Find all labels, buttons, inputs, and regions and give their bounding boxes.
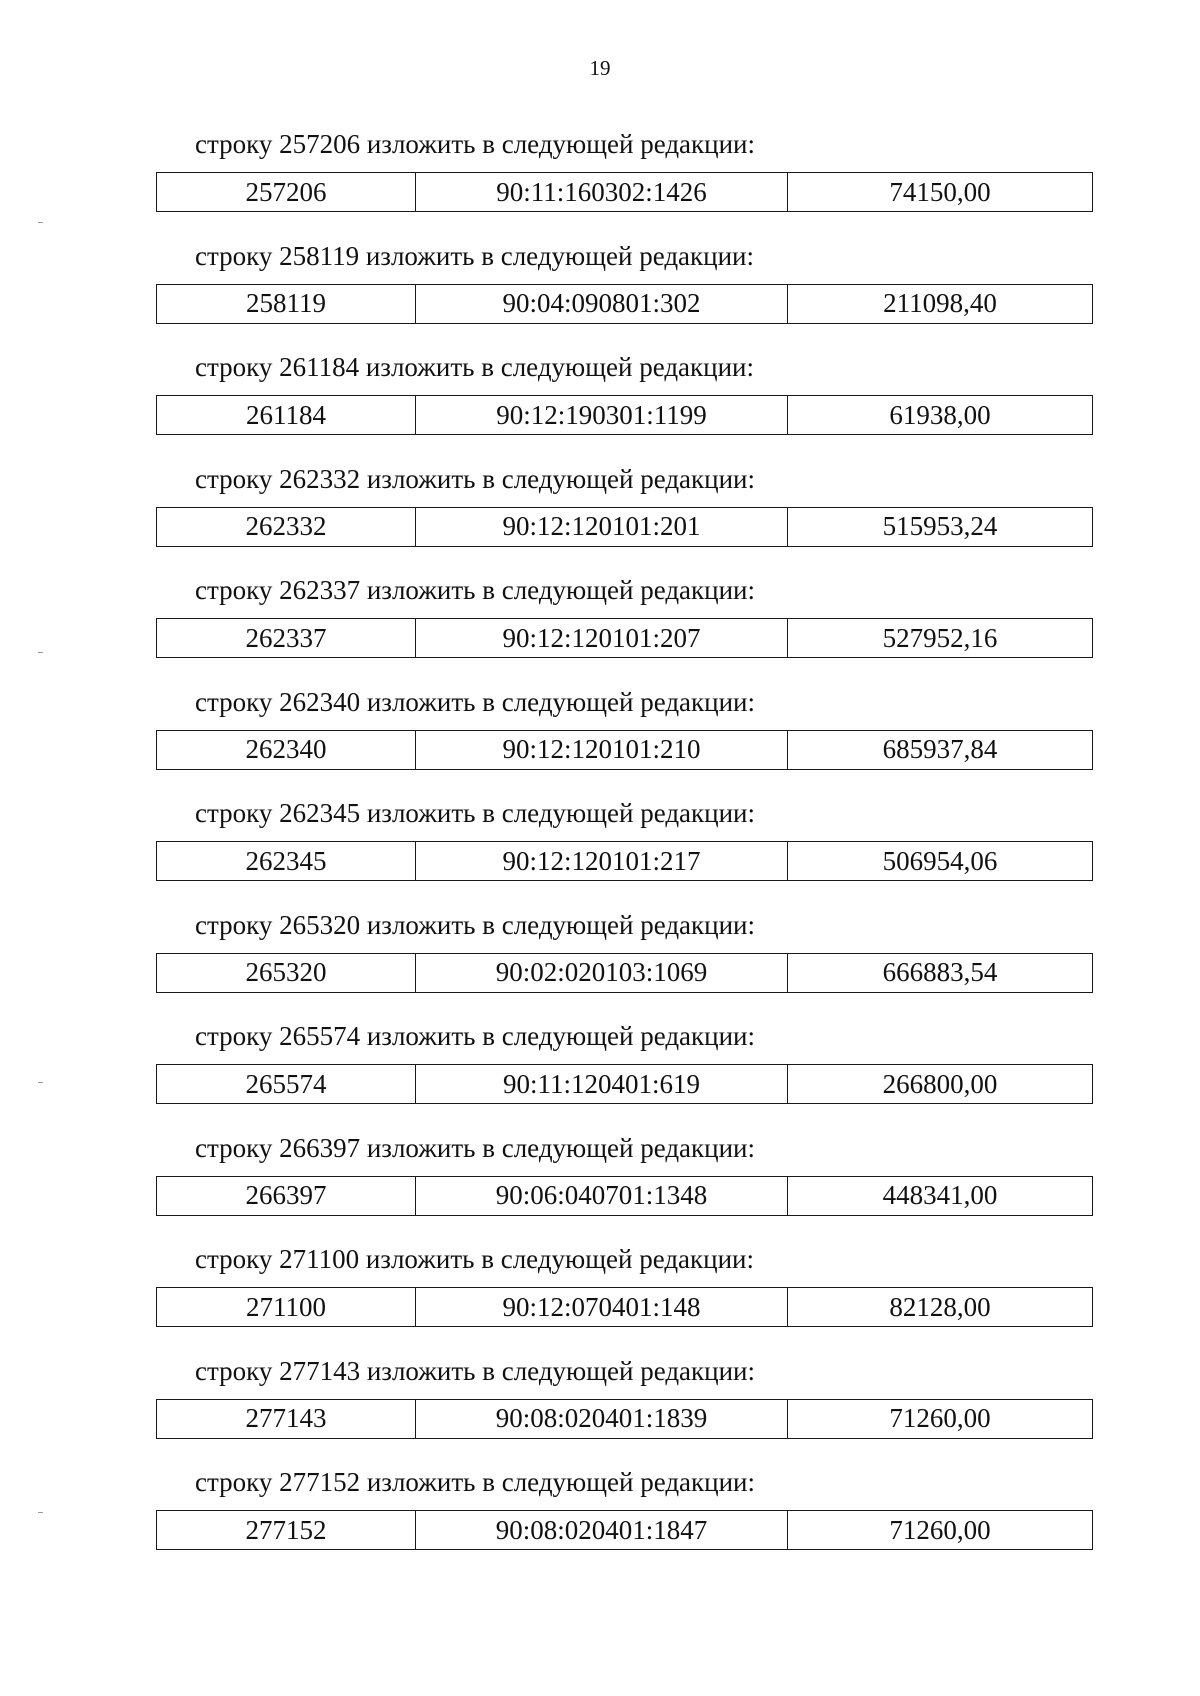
row-number-cell: 262332: [157, 508, 416, 546]
amendment-instruction: строку 277152 изложить в следующей редакции:: [195, 1467, 756, 1497]
table-row: [156, 841, 1093, 881]
amendment-block: [0, 1020, 1200, 1131]
value-cell: 506954,06: [882, 845, 998, 876]
cadastral-number-cell: 90:08:020401:1847: [416, 1511, 788, 1549]
amendment-block: [0, 686, 1200, 797]
amendment-block: [0, 797, 1200, 908]
row-number-cell: 277143: [157, 1400, 416, 1438]
row-number-cell: 266397: [157, 1177, 416, 1215]
amendment-instruction: строку 266397 изложить в следующей редакции:: [195, 1132, 756, 1163]
amendment-block: [0, 351, 1200, 462]
cadastral-number-cell: 90:06:040701:1348: [416, 1177, 788, 1215]
table-row: [156, 618, 1093, 658]
value-cell: 71260,00: [889, 1514, 991, 1545]
amendment-block: [0, 1243, 1200, 1354]
row-number-cell: 261184: [157, 396, 416, 434]
amendment-instruction: строку 271100 изложить в следующей редакции:: [195, 1244, 755, 1274]
row-number-cell: 271100: [157, 1288, 416, 1326]
value-cell: 211098,40: [883, 288, 997, 318]
table-row: [156, 395, 1093, 435]
row-number-cell: 262345: [157, 842, 416, 880]
amendment-block: [0, 909, 1200, 1020]
value-cell: 666883,54: [882, 957, 998, 987]
amendment-block: [0, 128, 1200, 239]
value-cell: 61938,00: [889, 399, 991, 430]
cadastral-number-cell: 90:12:190301:1199: [416, 396, 788, 434]
amendment-instruction: строку 261184 изложить в следующей редакции:: [195, 352, 755, 382]
row-number-cell: 265574: [157, 1065, 416, 1103]
page-number: 19: [589, 56, 611, 80]
value-cell: 448341,00: [882, 1180, 998, 1210]
table-row: [156, 1064, 1093, 1104]
value-cell: 71260,00: [889, 1403, 991, 1433]
value-cell: 527952,16: [882, 622, 998, 653]
table-row: [156, 1510, 1093, 1550]
value-cell: 515953,24: [882, 511, 998, 541]
amendment-instruction: строку 258119 изложить в следующей редакции:: [195, 240, 755, 271]
row-number-cell: 262340: [157, 731, 416, 769]
cadastral-number-cell: 90:12:120101:207: [416, 619, 788, 657]
table-row: [156, 1176, 1093, 1216]
cadastral-number-cell: 90:12:070401:148: [416, 1288, 788, 1326]
table-row: [156, 1399, 1093, 1439]
cadastral-number-cell: 90:12:120101:217: [416, 842, 788, 880]
amendment-block: [0, 463, 1200, 574]
amendment-block: [0, 240, 1200, 351]
amendment-instruction: строку 262345 изложить в следующей редакции:: [195, 798, 756, 828]
value-cell: 266800,00: [882, 1068, 998, 1099]
value-cell: 685937,84: [882, 734, 998, 764]
amendment-instruction: строку 277143 изложить в следующей редакции:: [195, 1355, 756, 1386]
amendment-instruction: строку 265320 изложить в следующей редакции:: [195, 909, 756, 940]
table-row: [156, 730, 1093, 770]
amendment-instruction: строку 262340 изложить в следующей редакции:: [195, 686, 756, 717]
cadastral-number-cell: 90:08:020401:1839: [416, 1400, 788, 1438]
table-row: [156, 284, 1093, 324]
cadastral-number-cell: 90:04:090801:302: [416, 285, 788, 323]
amendment-instruction: строку 257206 изложить в следующей редакции:: [195, 129, 756, 159]
cadastral-number-cell: 90:02:020103:1069: [416, 954, 788, 992]
cadastral-number-cell: 90:12:120101:210: [416, 731, 788, 769]
row-number-cell: 277152: [157, 1511, 416, 1549]
row-number-cell: 262337: [157, 619, 416, 657]
table-row: [156, 953, 1093, 993]
table-row: [156, 1287, 1093, 1327]
amendment-block: [0, 574, 1200, 685]
row-number-cell: 265320: [157, 954, 416, 992]
table-row: [156, 172, 1093, 212]
cadastral-number-cell: 90:11:120401:619: [416, 1065, 788, 1103]
table-row: [156, 507, 1093, 547]
row-number-cell: 257206: [157, 173, 416, 211]
row-number-cell: 258119: [157, 285, 416, 323]
amendment-block: [0, 1132, 1200, 1243]
value-cell: 74150,00: [889, 176, 991, 207]
amendment-instruction: строку 262337 изложить в следующей редакции:: [195, 575, 756, 605]
amendment-instruction: строку 265574 изложить в следующей редакции:: [195, 1021, 756, 1051]
amendment-block: [0, 1355, 1200, 1466]
cadastral-number-cell: 90:11:160302:1426: [416, 173, 788, 211]
value-cell: 82128,00: [889, 1291, 991, 1322]
amendment-block: [0, 1466, 1200, 1577]
amendment-instruction: строку 262332 изложить в следующей редакции:: [195, 463, 756, 494]
cadastral-number-cell: 90:12:120101:201: [416, 508, 788, 546]
